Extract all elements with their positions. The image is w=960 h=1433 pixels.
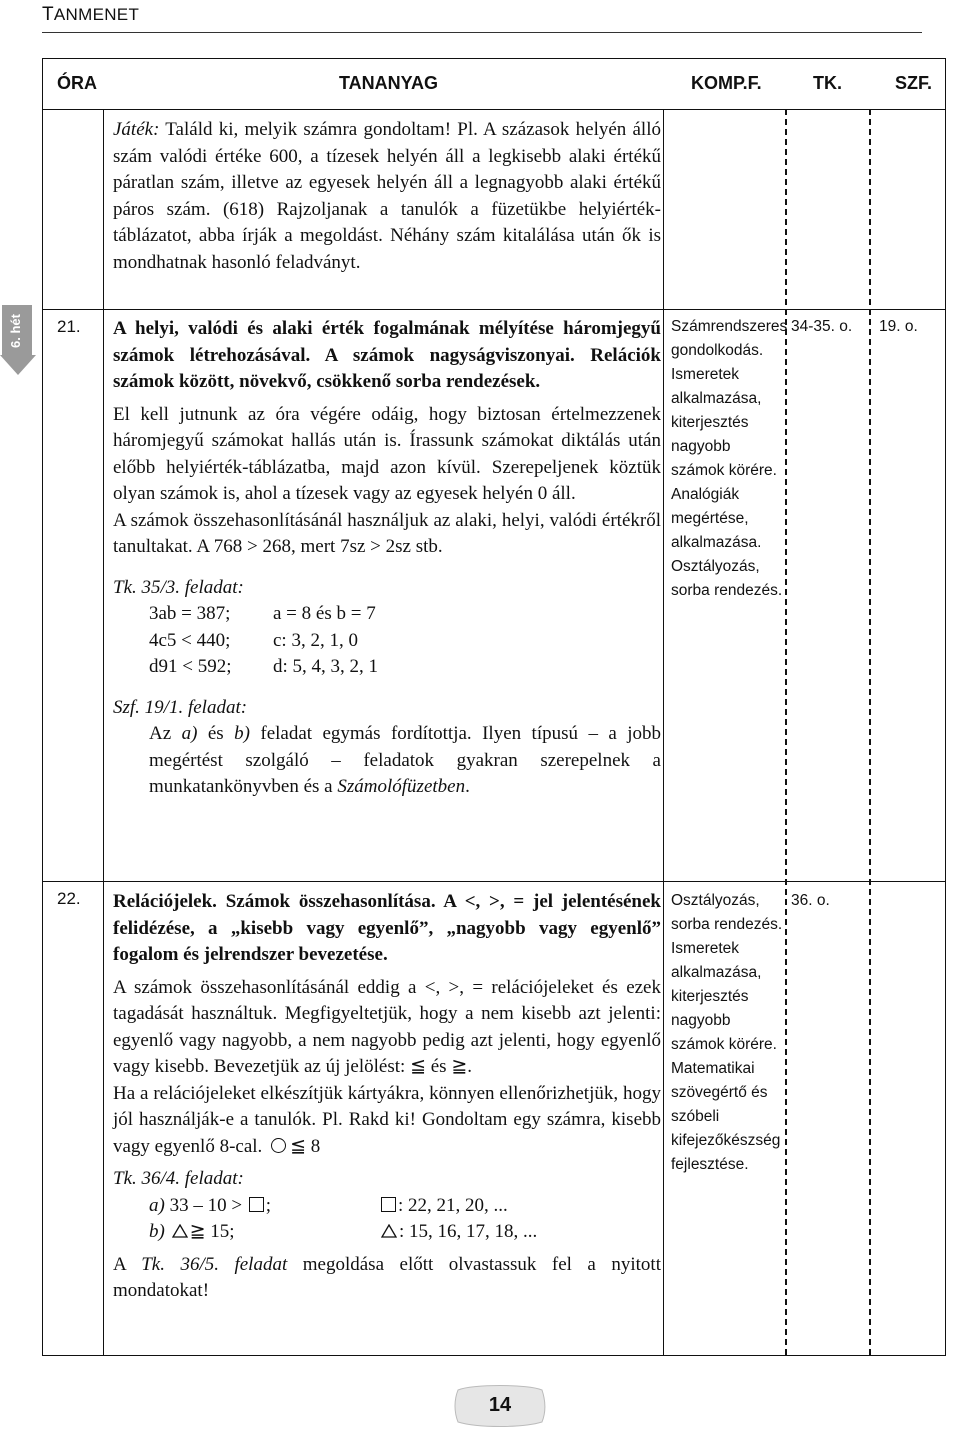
triangle-placeholder-icon	[381, 1224, 397, 1238]
col-divider-dashed	[869, 109, 871, 1355]
paragraph: El kell jutnunk az óra végére odáig, hogy biztosan értelmezzenek háromjegyű számokat hallás után is. Írassunk számokat diktálás után előbb helyiérték-táblázatba, majd azon kívül. Szerepeljenek köztük olyan számok is, ahol a tízesek vagy az egyesek helyén 0 áll.	[113, 403, 661, 504]
closing-note: A Tk. 36/5. feladat megoldása előtt olvastassuk fel a nyitott mondatokat!	[113, 1253, 661, 1301]
col-tk: TK.	[813, 73, 842, 93]
paragraph: A számok összehasonlításánál eddig a <, >, = relációjeleket és ezek tagadását használtuk. Megfigyeltetjük, hogy a nem kisebb azt jelenti: egyenlő vagy nagyobb, a nem nagyobb pedig azt jelenti, hogy egyenlő vagy kisebb. Bevezetjük az új jelölést: ≦ és ≧.	[113, 976, 661, 1077]
szf-task-label: Szf. 19/1. feladat:	[113, 696, 248, 718]
math-block: 3ab = 387; a = 8 és b = 7 4c5 < 440; c: 3, 2, 1, 0 d91 < 592; d: 5, 4, 3, 2, 1	[149, 603, 379, 677]
task-rows: a) 33 – 10 > ; : 22, 21, 20, ... b) ≧ 15; : 15, 16, 17, 18, ...	[149, 1194, 538, 1242]
row-divider	[43, 881, 945, 882]
col-divider-dashed	[785, 109, 787, 1355]
table-header	[43, 59, 945, 110]
tk-task-label: Tk. 35/3. feladat:	[113, 576, 244, 598]
competencies: Osztályozás, sorba rendezés. Ismeretek alkalmazása, kiterjesztés nagyobb számok körére. Matematikai szövegértő és szóbeli kifejezőkészség fejlesztése.	[671, 892, 783, 1173]
circle-placeholder-icon	[271, 1138, 286, 1153]
szf-note: Az a) és b) feladat egymás fordítottja. Ilyen típusú – a jobb megértést szolgáló – feladatok gyakran szerepelnek a munkatankönyvben és a Számolófüzetben.	[149, 723, 662, 797]
lesson-21-content	[113, 316, 661, 801]
col-kompf: KOMP.F.	[691, 73, 762, 93]
lesson-plan-table	[42, 58, 946, 1356]
szf-page: 19. o.	[879, 318, 918, 335]
square-placeholder-icon	[249, 1197, 264, 1212]
running-header: TANMENET	[42, 4, 140, 25]
col-ora: ÓRA	[57, 73, 97, 93]
week-label: 6. hét	[8, 314, 23, 348]
col-divider	[663, 109, 664, 1355]
tk-task-label: Tk. 36/4. feladat:	[113, 1168, 244, 1189]
row-divider	[43, 309, 945, 310]
paragraph: A számok összehasonlításánál használjuk az alaki, helyi, valódi értékről tanultakat. A 768 > 268, mert 7sz > 2sz stb.	[113, 509, 661, 557]
col-szf: SZF.	[895, 73, 933, 93]
intro-text: Játék: Találd ki, melyik számra gondoltam! Pl. A százasok helyén álló szám valódi értéke 600, a tízesek helyén áll a legkisebb alaki értékű páratlan szám, illetve az egyesek helyén áll a legnagyobb alaki értékű páros szám. (618) Rajzoljanak a tanulók a füzetükbe helyiérték-táblázatot, abba írják a megoldást. Néhány szám kitalálása után ők is mondhatnak hasonló feladványt.	[113, 119, 661, 273]
triangle-placeholder-icon	[172, 1224, 188, 1238]
lesson-number: 21.	[57, 317, 81, 336]
lesson-22-content	[113, 889, 661, 1305]
week-tab	[0, 305, 36, 377]
lesson-title: Relációjelek. Számok összehasonlítása. A <, >, = jel jelentésének felidézése, a „kisebb vagy egyenlő”, „nagyobb vagy egyenlő” fogalom és jelrendszer bevezetése.	[113, 891, 661, 965]
tk-page: 36. o.	[791, 892, 830, 909]
square-placeholder-icon	[381, 1197, 396, 1212]
competencies: Számrendszeres gondolkodás. Ismeretek alkalmazása, kiterjesztés nagyobb számok körére. Analógiák megértése, alkalmazása. Osztályozás, sorba rendezés.	[671, 318, 788, 599]
col-divider	[103, 109, 104, 1355]
lesson-number: 22.	[57, 889, 81, 908]
page-number: 14	[452, 1382, 548, 1428]
tk-page: 34-35. o.	[791, 318, 853, 335]
col-tananyag: TANANYAG	[339, 73, 439, 93]
lesson-title: A helyi, valódi és alaki érték fogalmának mélyítése háromjegyű számok létrehozásával. A számok nagyságviszonyai. Relációk számok között, növekvő, csökkenő sorba rendezések.	[113, 318, 661, 392]
header-rule	[42, 32, 922, 33]
paragraph: Ha a relációjeleket elkészítjük kártyákra, könnyen ellenőrizhetjük, hogy jól használják-e a tanulók. Pl. Rakd ki! Gondoltam egy számra, kisebb vagy egyenlő 8-cal. ≦ 8	[113, 1082, 661, 1157]
